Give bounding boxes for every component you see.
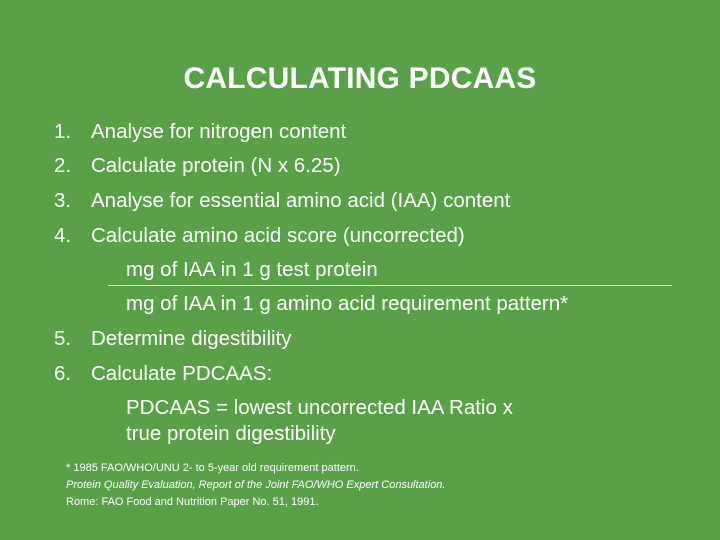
step-6: [54, 362, 272, 386]
step-number: 2.: [54, 154, 72, 177]
step-number: 1.: [54, 120, 72, 143]
step-4: [54, 224, 465, 248]
slide-title: CALCULATING PDCAAS: [183, 62, 537, 95]
formula-line-2: true protein digestibility: [126, 422, 336, 445]
step-text: Determine digestibility: [91, 327, 292, 350]
fraction-divider: [108, 285, 672, 286]
footnote-publication: Rome: FAO Food and Nutrition Paper No. 51, 1991.: [66, 496, 319, 508]
step-text: Analyse for nitrogen content: [91, 120, 347, 143]
footnote-citation: Protein Quality Evaluation, Report of the Joint FAO/WHO Expert Consultation.: [66, 479, 446, 491]
step-number: 5.: [54, 327, 72, 350]
step-text: Analyse for essential amino acid (IAA) content: [91, 189, 511, 212]
step-2: [54, 154, 341, 178]
step-text: Calculate protein (N x 6.25): [91, 154, 341, 177]
step-number: 3.: [54, 189, 72, 212]
step-text: Calculate amino acid score (uncorrected): [91, 224, 465, 247]
fraction-denominator: mg of IAA in 1 g amino acid requirement pattern*: [126, 292, 569, 315]
step-3: [54, 189, 510, 213]
step-5: [54, 327, 292, 351]
formula-line-1: PDCAAS = lowest uncorrected IAA Ratio x: [126, 396, 513, 419]
footnote-requirement-pattern: * 1985 FAO/WHO/UNU 2- to 5-year old requirement pattern.: [66, 462, 359, 474]
step-number: 4.: [54, 224, 72, 247]
step-text: Calculate PDCAAS:: [91, 362, 273, 385]
footnotes: [66, 460, 445, 511]
fraction-numerator: mg of IAA in 1 g test protein: [126, 258, 378, 281]
step-1: [54, 120, 346, 144]
step-number: 6.: [54, 362, 72, 385]
